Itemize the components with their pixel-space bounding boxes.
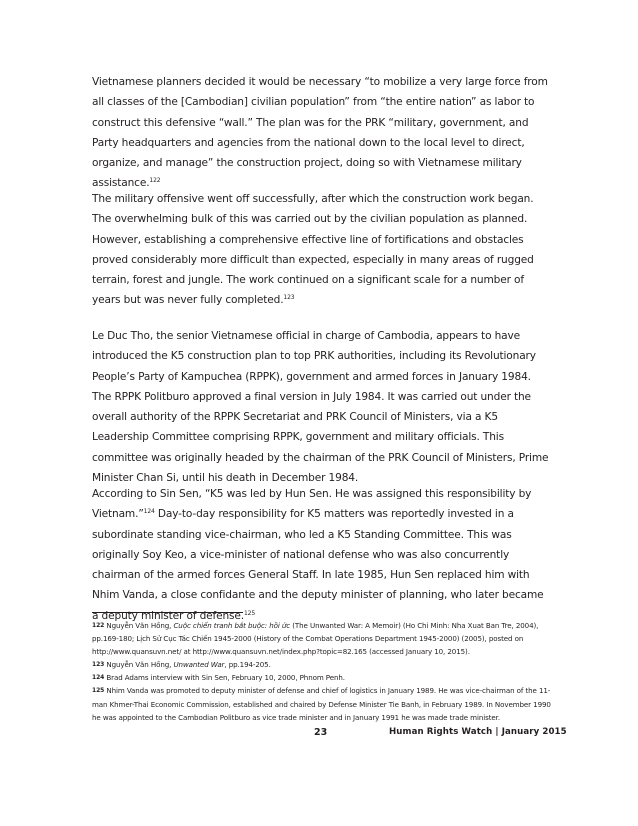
footnote-author: Nguyễn Văn Hồng, xyxy=(104,621,174,630)
footnote-divider xyxy=(92,612,243,613)
footnote-123 xyxy=(92,658,554,671)
publisher-footer: Human Rights Watch | January 2015 xyxy=(389,727,567,737)
footnote-text: (The Unwanted War: A Memoir) (Ho Chi Minh: Nha Xuat Ban Tre, 2004), pp.169-180; Lịch Sử Cục Tác Chiến 1945-2000 (History of the Combat Operations Department 1945-2000) (2005), posted on http://www.quansuvn.net/ at http://www.quansuvn.net/index.php?topic=82.165 (accessed January 10, 2015). xyxy=(92,621,539,657)
footnote-number: 125 xyxy=(92,687,105,695)
paragraph-text: Day-to-day responsibility for K5 matters was reportedly invested in a subordinate standing vice-chairman, who led a K5 Standing Committee. This was originally Soy Keo, a vice-minister of national defense who was also concurrently chairman of the armed forces General Staff. In late 1985, Hun Sen replaced him with Nhim Vanda, a close confidante and the deputy minister of planning, who later became a deputy minister of defense. xyxy=(92,508,544,622)
footnote-ref-124[interactable]: 124 xyxy=(143,508,155,516)
page-number: 23 xyxy=(314,727,328,738)
footnote-text: , pp.194-205. xyxy=(224,660,271,670)
footnotes xyxy=(92,619,554,724)
footnote-title: Unwanted War xyxy=(173,660,225,670)
paragraph-text: Le Duc Tho, the senior Vietnamese official in charge of Cambodia, appears to have introduced the K5 construction plan to top PRK authorities, including its Revolutionary People’s Party of Kampuchea (RPPK), government and armed forces in January 1984. The RPPK Politburo approved a final version in July 1984. It was carried out under the overall authority of the RPPK Secretariat and PRK Council of Ministers, via a K5 Leadership Committee comprising RPPK, government and military officials. This committee was originally headed by the chairman of the PRK Council of Ministers, Prime Minister Chan Si, until his death in December 1984. xyxy=(92,330,549,485)
footnote-text: Nhim Vanda was promoted to deputy minister of defense and chief of logistics in January 1989. He was vice-chairman of the 11-man Khmer-Thai Economic Commission, established and chaired by Defense Minister Tie Banh, in February 1989. In November 1990 he was appointed to the Cambodian Politburo as vice trade minister and in January 1991 he was made trade minister. xyxy=(92,686,551,722)
footnote-number: 124 xyxy=(92,674,105,682)
footnote-125 xyxy=(92,684,554,723)
paragraph-text: The military offensive went off successfully, after which the construction work began. The overwhelming bulk of this was carried out by the civilian population as planned. However, establishing a comprehensive effective line of fortifications and obstacles proved considerably more difficult than expected, especially in many areas of rugged terrain, forest and jungle. The work continued on a significant scale for a number of years but was never fully completed. xyxy=(92,193,534,307)
footnote-author: Nguyễn Văn Hồng, xyxy=(104,660,174,670)
footnote-122 xyxy=(92,619,554,658)
footnote-ref-122[interactable]: 122 xyxy=(149,177,161,185)
paragraph-4 xyxy=(92,484,552,626)
paragraph-1 xyxy=(92,72,552,194)
footnote-ref-125[interactable]: 125 xyxy=(244,609,256,617)
footnote-text: Brad Adams interview with Sin Sen, February 10, 2000, Phnom Penh. xyxy=(104,673,345,683)
footnote-ref-123[interactable]: 123 xyxy=(283,294,295,302)
footnote-title: Cuộc chiến tranh bắt buộc: hồi ức xyxy=(173,621,291,630)
paragraph-3 xyxy=(92,326,552,488)
footnote-number: 123 xyxy=(92,661,105,669)
footnote-number: 122 xyxy=(92,622,105,629)
paragraph-2 xyxy=(92,189,552,311)
footnote-124 xyxy=(92,671,554,684)
paragraph-text: According to Sin Sen, “K5 was led by Hun Sen. He was assigned this responsibility by Vietnam.” xyxy=(92,488,532,521)
paragraph-text: Vietnamese planners decided it would be necessary “to mobilize a very large force from all classes of the [Cambodian] civilian population” from “the entire nation” as labor to construct this defensive “wall.” The plan was for the PRK “military, government, and Party headquarters and agencies from the national down to the local level to direct, organize, and manage” the construction project, doing so with Vietnamese military assistance. xyxy=(92,76,548,190)
